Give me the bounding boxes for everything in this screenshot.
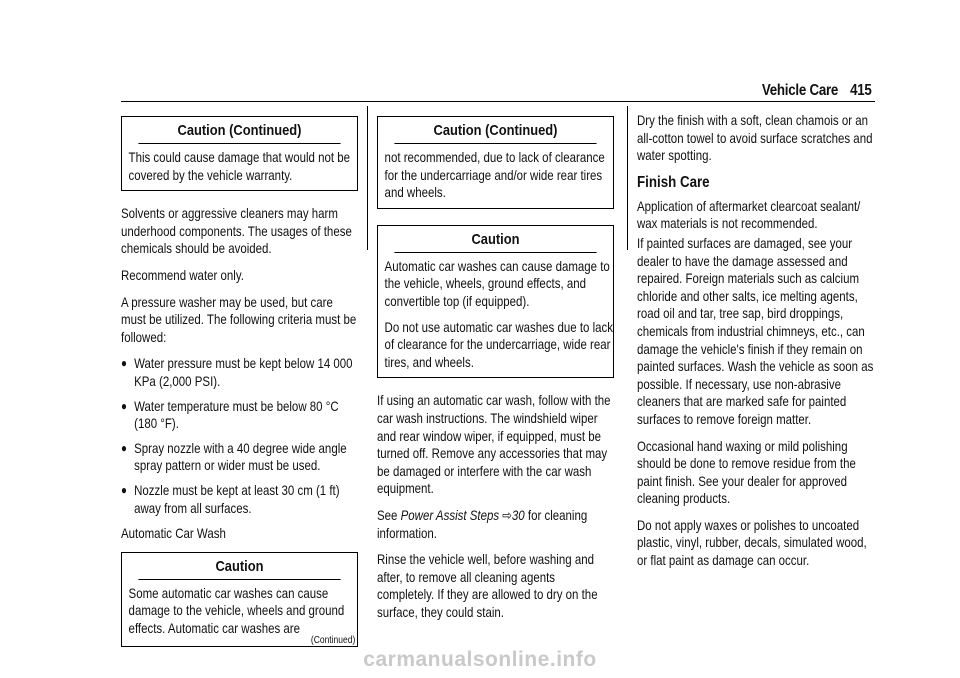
bullet-icon: ● — [121, 482, 127, 497]
caution-text: This could cause damage that would not be covered by the vehicle warranty. — [128, 149, 351, 183]
bullet-icon: ● — [121, 440, 127, 455]
caution-text: Automatic car washes can cause damage to the vehicle, wheels, ground effects, and convertible top (if equipped). — [384, 257, 610, 309]
continued-note: (Continued) — [310, 635, 356, 647]
paragraph: If painted surfaces are damaged, see your dealer to have the damage assessed and repaired. Foreign materials such as calcium chloride and other salts, ice melting agents, road oil and tar, tree sap, bird droppings, chemicals from industrial chimneys, etc., can damage the vehicle's finish if they remain on painted surfaces. Wash the vehicle as soon as possible. If necessary, use non-abrasive cleaners that are marked safe for painted surfaces to remove foreign matter. — [637, 234, 874, 427]
section-title: Vehicle Care — [762, 82, 839, 99]
caution-box — [121, 552, 358, 648]
caution-body — [122, 144, 370, 190]
caution-body — [378, 144, 626, 208]
criteria-list — [121, 355, 358, 517]
cross-reference-page[interactable]: 30 — [511, 506, 525, 523]
column-1 — [121, 106, 358, 661]
paragraph: Occasional hand waxing or mild polishing should be done to remove residue from the paint finish. See your dealer for approved cleaning products. — [637, 437, 856, 507]
caution-body — [378, 253, 626, 378]
subheading: Automatic Car Wash — [121, 525, 226, 542]
header-rule — [121, 101, 875, 102]
watermark: carmanualsonline.info — [363, 648, 597, 671]
column-3 — [637, 106, 877, 579]
paragraph: If using an automatic car wash, follow with the car wash instructions. The windshield wiper and rear window wiper, if equipped, must be turned off. Remove any accessories that may be damaged or interfere with the car wash equipment. — [377, 392, 611, 497]
caution-text: not recommended, due to lack of clearance for the undercarriage and/or wide rear tires and wheels. — [384, 149, 605, 201]
section-heading: Finish Care — [637, 173, 710, 191]
caution-body — [122, 580, 370, 638]
paragraph: Recommend water only. — [121, 266, 244, 283]
caution-text: Do not use automatic car washes due to lack of clearance for the undercarriage, wide rear tires, and wheels. — [384, 318, 614, 370]
column-1-text — [121, 205, 358, 543]
paragraph: A pressure washer may be used, but care must be utilized. The following criteria must be followed: — [121, 293, 357, 345]
cross-reference-link[interactable]: Power Assist Steps — [400, 506, 500, 523]
caution-box-continued — [121, 116, 358, 191]
caution-title: Caution — [394, 226, 596, 253]
paragraph: Solvents or aggressive cleaners may harm underhood components. The usages of these chemicals should be avoided. — [121, 205, 352, 257]
paragraph: Rinse the vehicle well, before washing and after, to remove all cleaning agents completely. If they are allowed to dry on the surface, they could stain. — [377, 551, 598, 620]
caution-box-continued — [377, 116, 614, 209]
column-3-text — [637, 112, 877, 165]
bullet-icon: ● — [121, 398, 127, 413]
list-item: ● Water pressure must be kept below 14 000 KPa (2,000 PSI). — [121, 355, 353, 389]
page-number: 415 — [850, 82, 872, 99]
column-2 — [377, 106, 614, 630]
page-ref-arrow-icon: ⇨ — [502, 506, 512, 523]
caution-title: Caution (Continued) — [394, 117, 596, 144]
paragraph: Dry the finish with a soft, clean chamois or an all-cotton towel to avoid surface scratches and water spotting. — [637, 112, 873, 164]
column-2-text — [377, 392, 614, 621]
list-item: ● Spray nozzle with a 40 degree wide angle spray pattern or wider must be used. — [121, 439, 347, 474]
bullet-icon: ● — [121, 356, 127, 371]
caution-title: Caution (Continued) — [138, 117, 340, 144]
paragraph: Application of aftermarket clearcoat sealant/ wax materials is not recommended. — [637, 197, 861, 232]
column-divider-2 — [627, 106, 628, 250]
list-item: ● Nozzle must be kept at least 30 cm (1 ft) away from all surfaces. — [121, 481, 340, 516]
caution-box — [377, 225, 614, 379]
caution-title: Caution — [138, 553, 340, 580]
list-item: ● Water temperature must be below 80 °C (180 °F). — [121, 397, 339, 432]
column-3-text-2 — [637, 198, 877, 570]
paragraph: Do not apply waxes or polishes to uncoated plastic, vinyl, rubber, decals, simulated wood, or flat paint as damage can occur. — [637, 516, 867, 569]
paragraph: See Power Assist Steps ⇨30 for cleaning information. — [377, 506, 588, 541]
page-header — [762, 82, 872, 100]
caution-text: Some automatic car washes can cause damage to the vehicle, wheels and ground effects. Automatic car washes are — [128, 584, 345, 636]
